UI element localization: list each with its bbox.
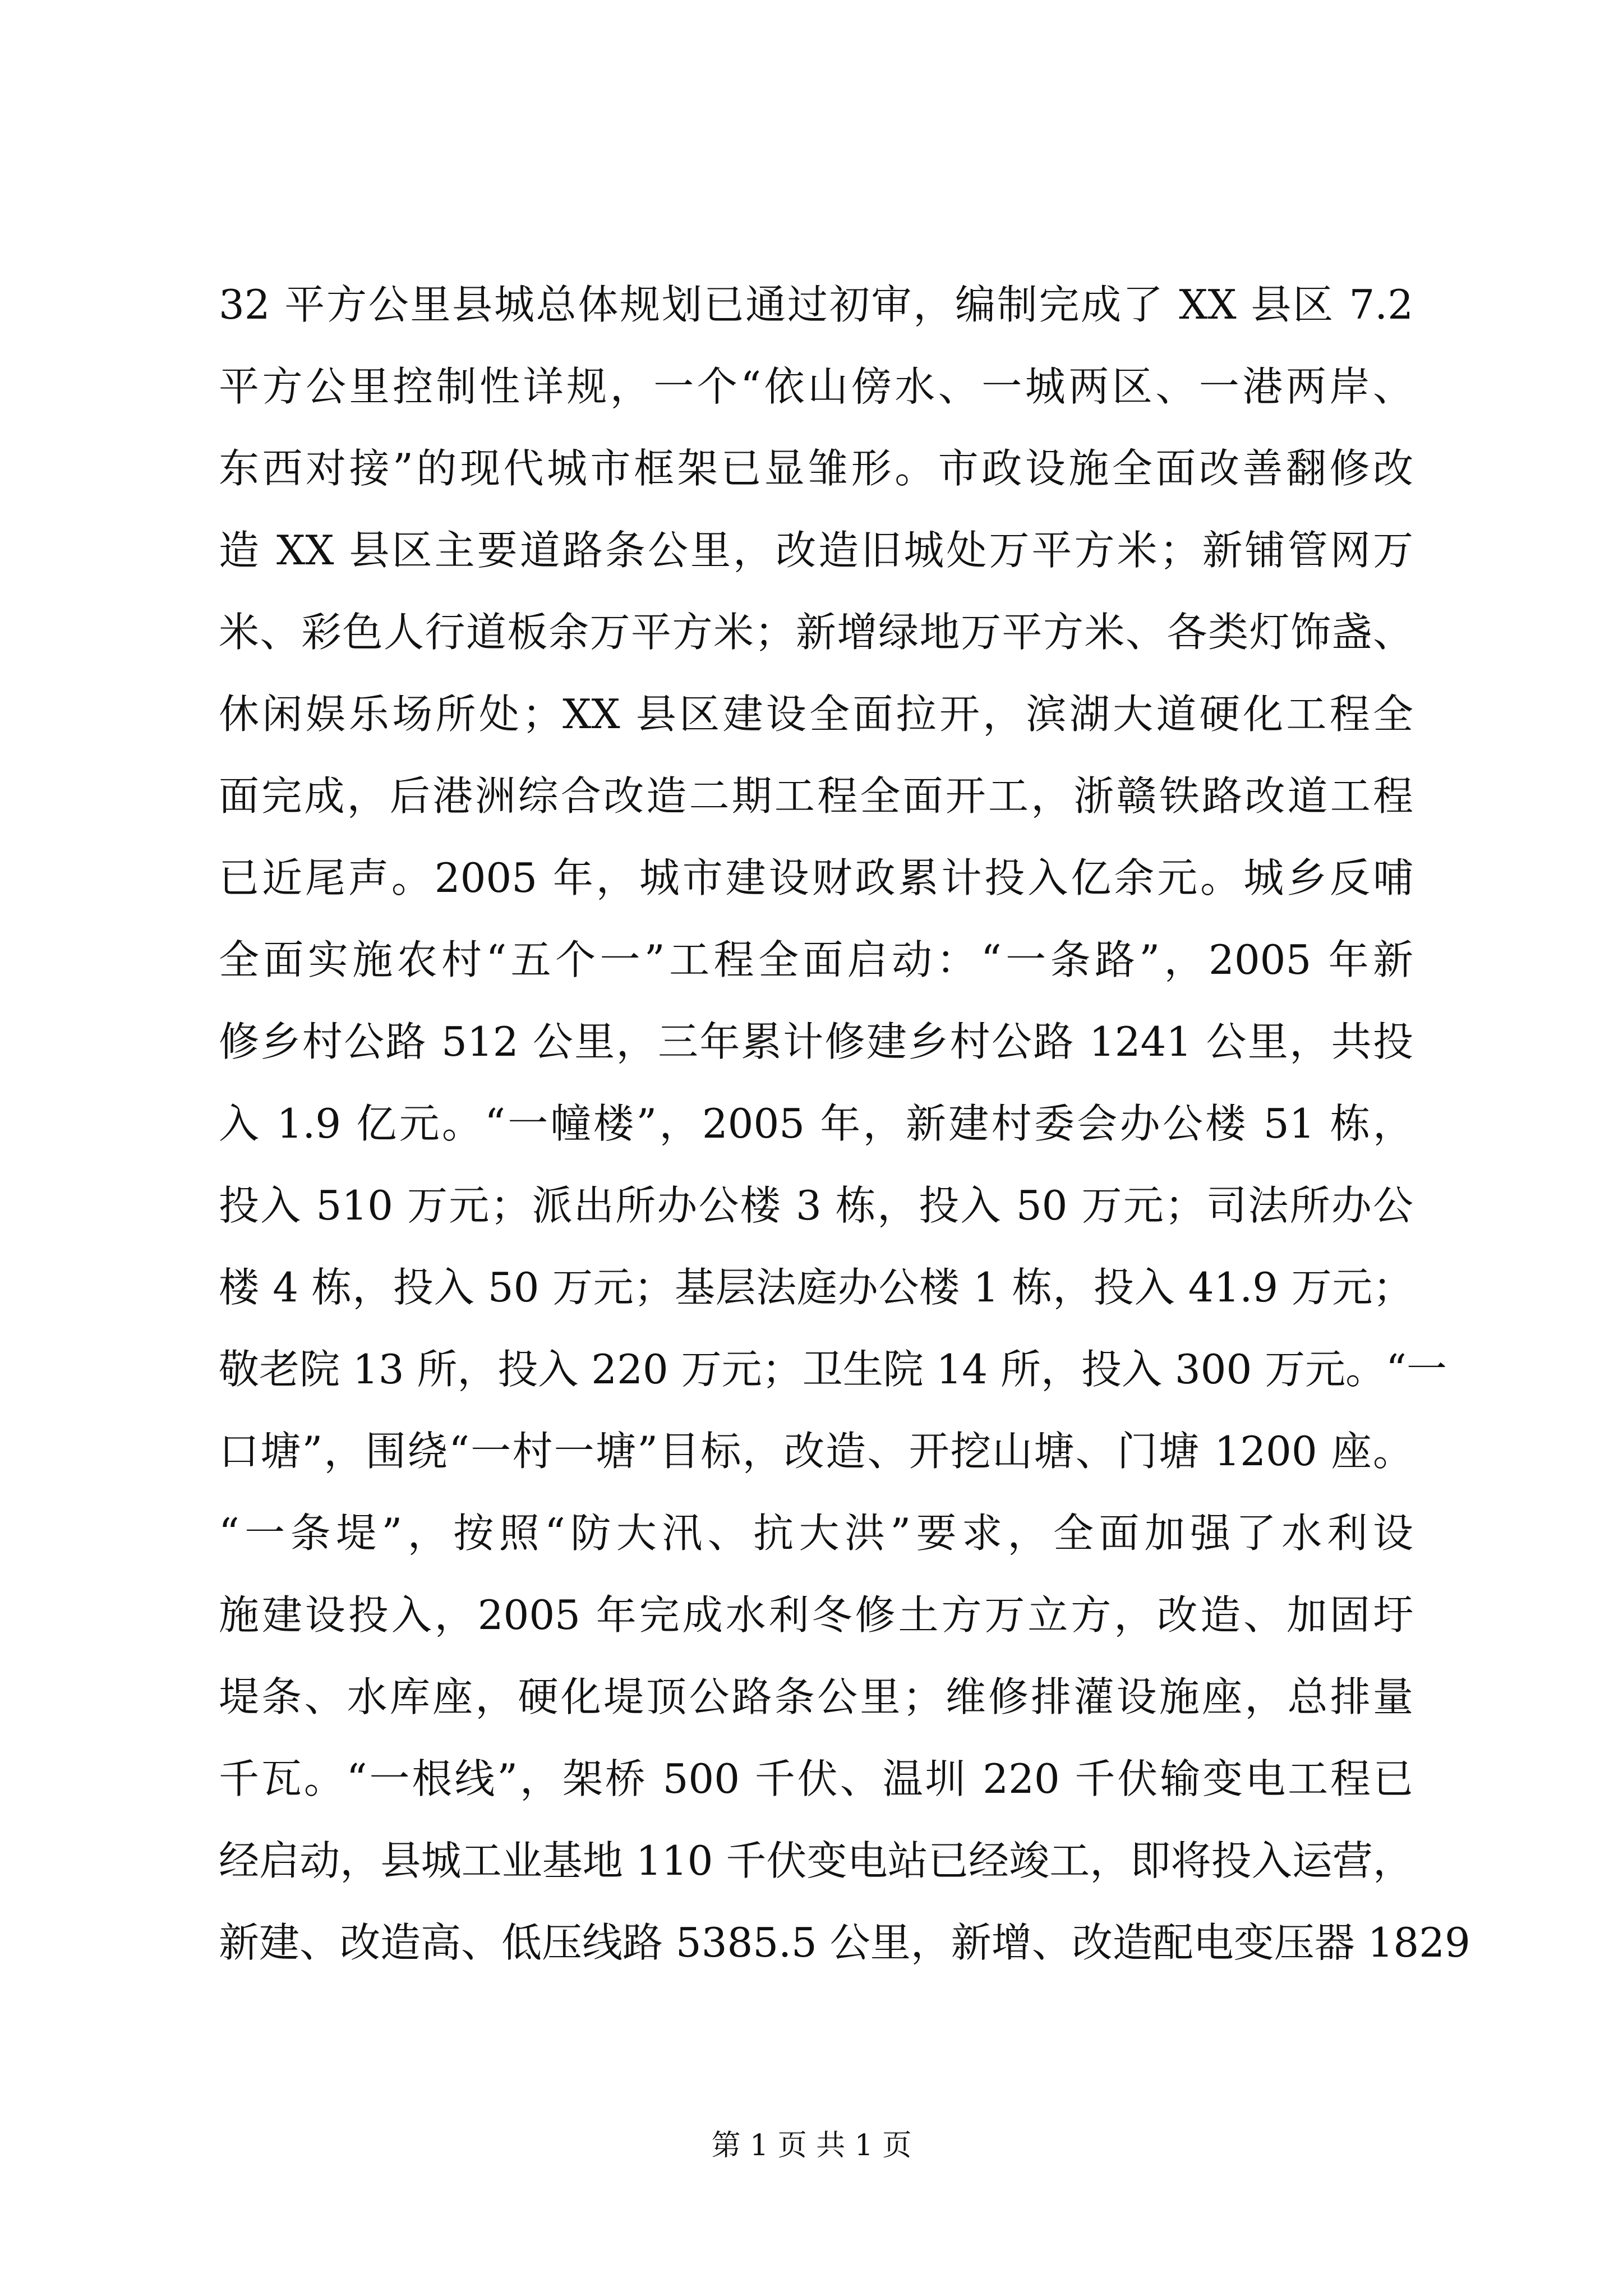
- text-line: 32 平方公里县城总体规划已通过初审，编制完成了 XX 县区 7.2: [219, 281, 1413, 328]
- text-line: 施建设投入，2005 年完成水利冬修土方万立方，改造、加固圩: [219, 1591, 1413, 1639]
- text-line: 经启动，县城工业基地 110 千伏变电站已经竣工，即将投入运营，: [219, 1837, 1413, 1884]
- text-line: 千瓦。“一根线”，架桥 500 千伏、温圳 220 千伏输变电工程已: [219, 1755, 1413, 1802]
- text-line: 面完成，后港洲综合改造二期工程全面开工，浙赣铁路改道工程: [219, 772, 1413, 820]
- text-line: 造 XX 县区主要道路条公里，改造旧城处万平方米；新铺管网万: [219, 527, 1413, 574]
- text-line: 敬老院 13 所，投入 220 万元；卫生院 14 所，投入 300 万元。“一: [219, 1346, 1447, 1393]
- text-line: “一条堤”，按照“防大汛、抗大洪”要求，全面加强了水利设: [219, 1510, 1413, 1557]
- text-line: 全面实施农村“五个一”工程全面启动：“一条路”，2005 年新: [219, 936, 1413, 983]
- text-line: 投入 510 万元；派出所办公楼 3 栋，投入 50 万元；司法所办公: [219, 1182, 1413, 1229]
- text-line: 口塘”，围绕“一村一塘”目标，改造、开挖山塘、门塘 1200 座。: [219, 1428, 1413, 1475]
- text-line: 米、彩色人行道板余万平方米；新增绿地万平方米、各类灯饰盏、: [219, 609, 1413, 656]
- text-line: 修乡村公路 512 公里，三年累计修建乡村公路 1241 公里，共投: [219, 1018, 1413, 1065]
- text-line: 入 1.9 亿元。“一幢楼”，2005 年，新建村委会办公楼 51 栋，: [219, 1100, 1413, 1147]
- text-line: 已近尾声。2005 年，城市建设财政累计投入亿余元。城乡反哺: [219, 854, 1413, 901]
- text-line: 楼 4 栋，投入 50 万元；基层法庭办公楼 1 栋，投入 41.9 万元；: [219, 1264, 1413, 1311]
- page-footer: [0, 2126, 1623, 2165]
- text-line: 休闲娱乐场所处；XX 县区建设全面拉开，滨湖大道硬化工程全: [219, 691, 1413, 738]
- body-text: [219, 264, 1470, 1984]
- text-line: 平方公里控制性详规，一个“依山傍水、一城两区、一港两岸、: [219, 363, 1413, 410]
- text-line: 堤条、水库座，硬化堤顶公路条公里；维修排灌设施座，总排量: [219, 1673, 1413, 1720]
- text-line: 新建、改造高、低压线路 5385.5 公里，新增、改造配电变压器 1829: [219, 1919, 1470, 1966]
- page-number-label: 第 1 页 共 1 页: [711, 2129, 912, 2162]
- text-line: 东西对接”的现代城市框架已显雏形。市政设施全面改善翻修改: [219, 445, 1413, 492]
